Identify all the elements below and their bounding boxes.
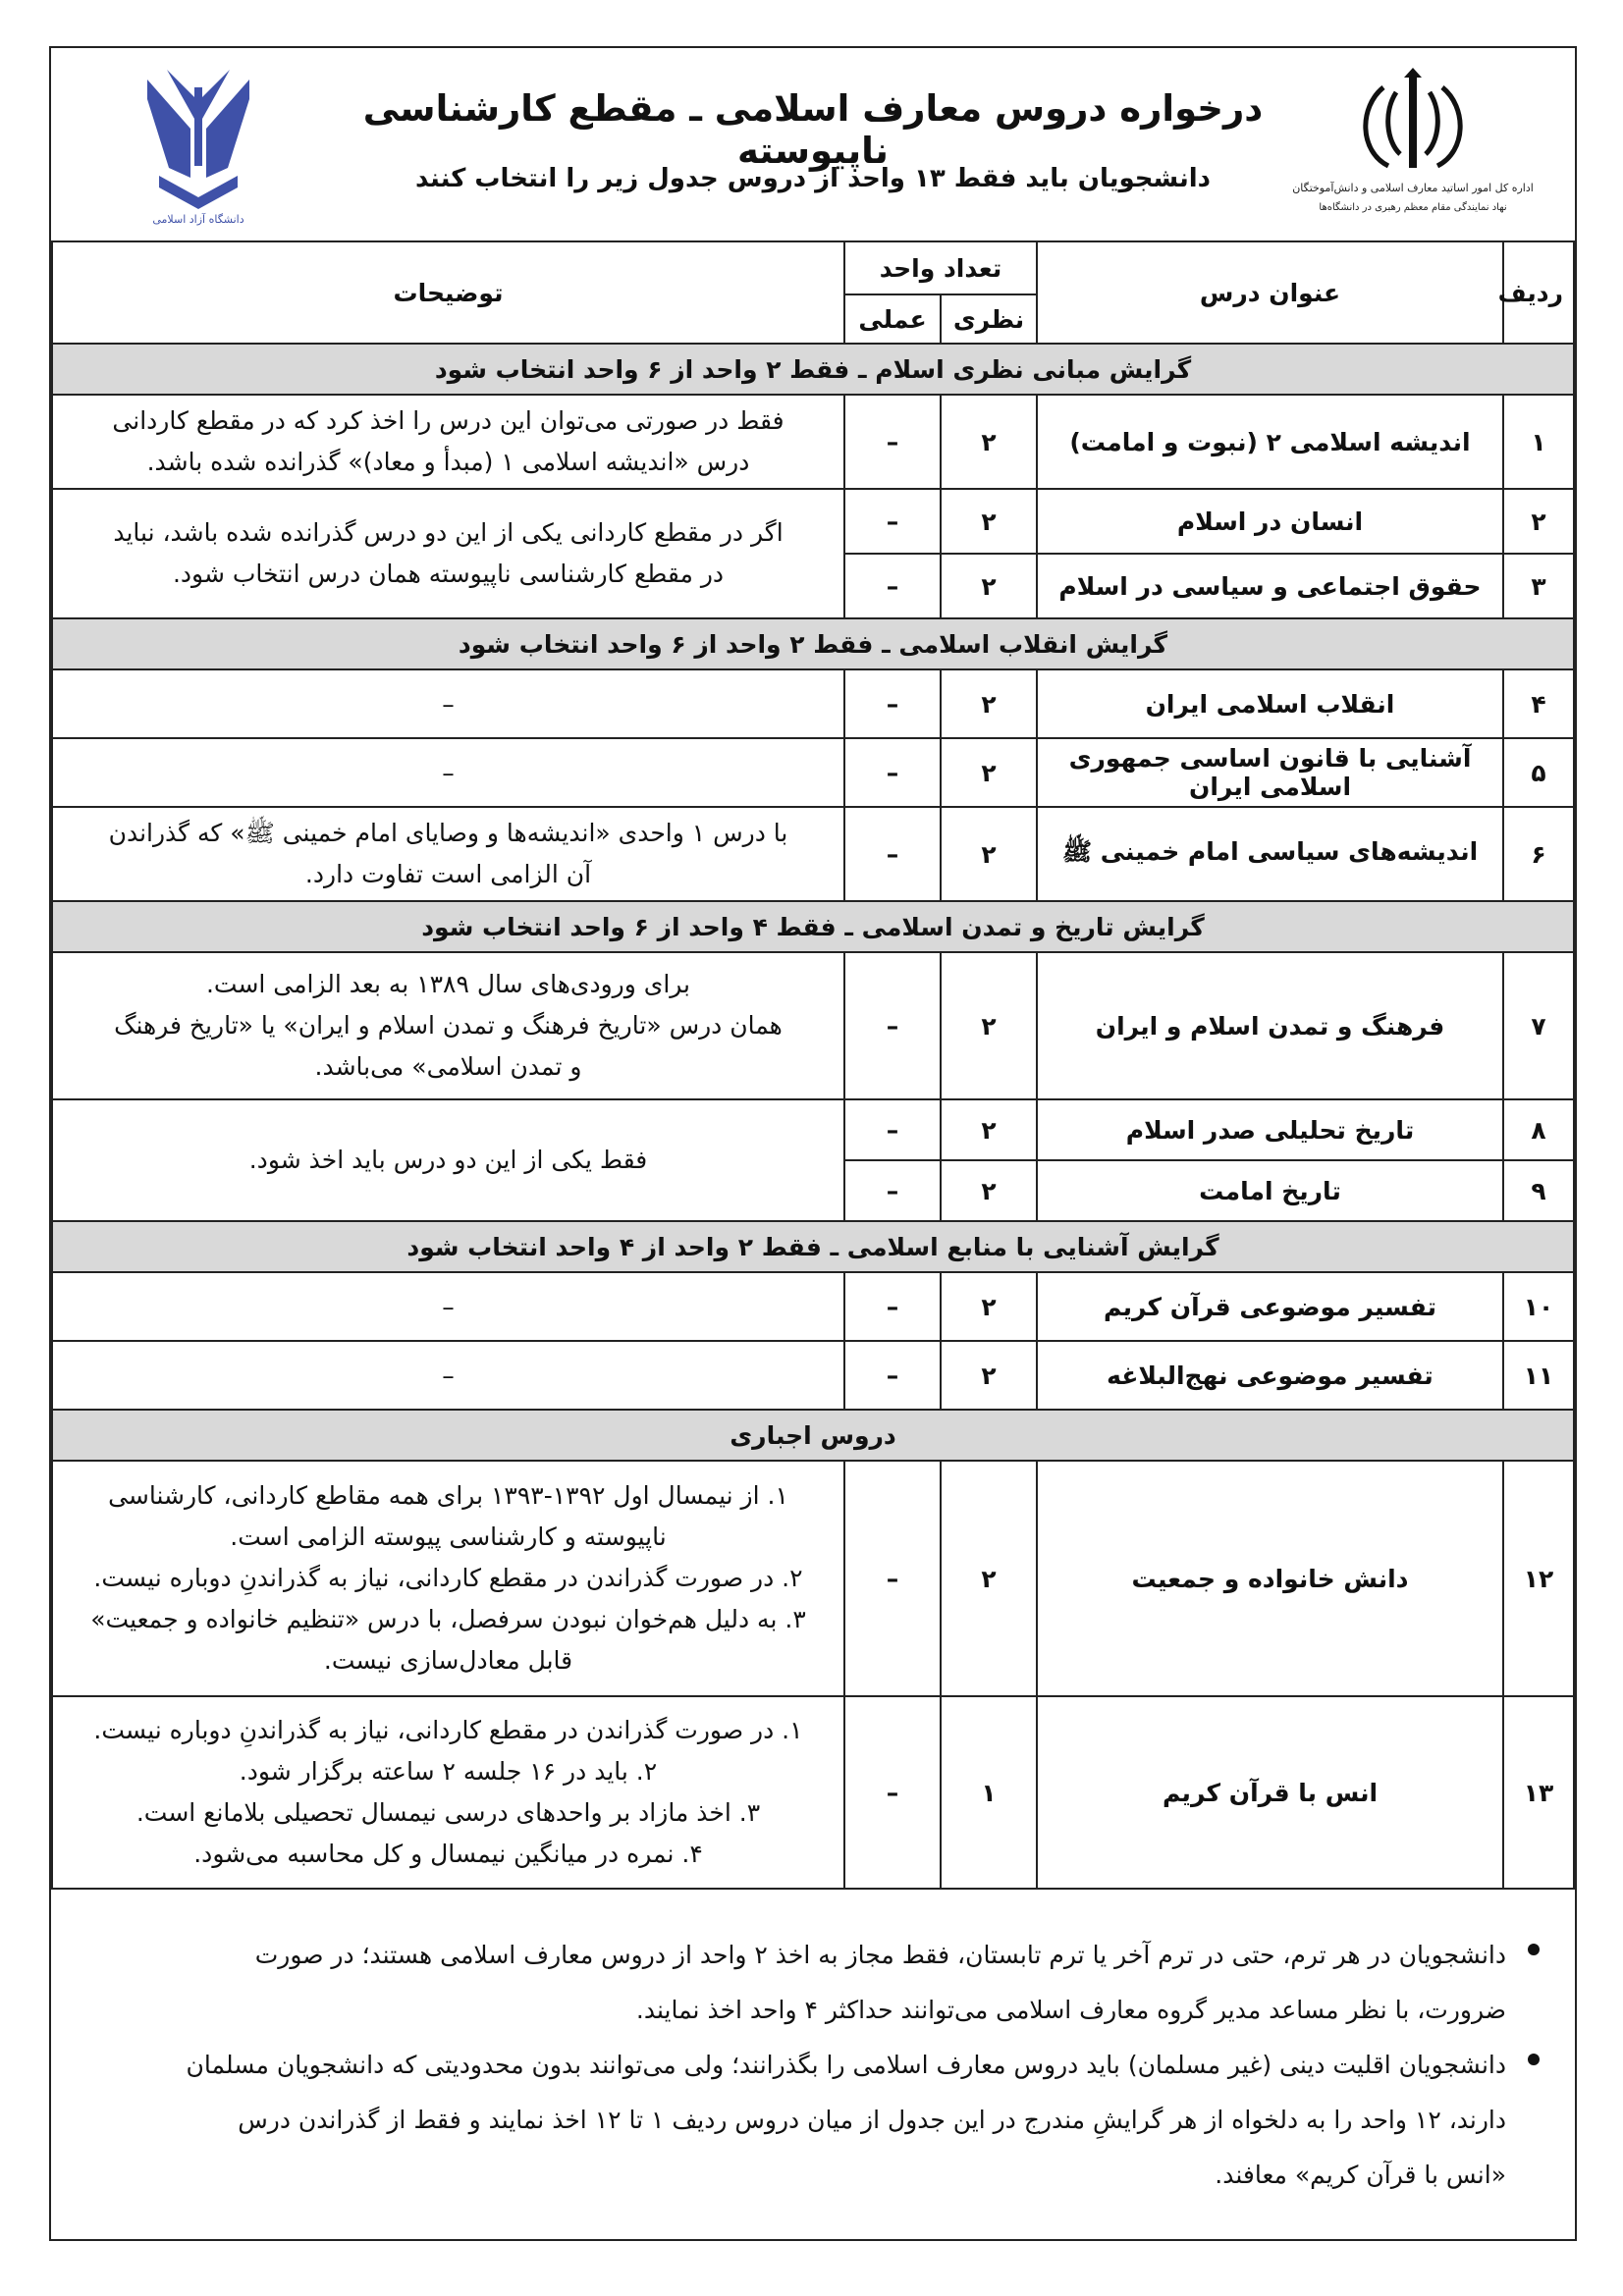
- course-notes: –: [52, 738, 844, 807]
- course-notes: –: [52, 669, 844, 738]
- bullet-icon: [1528, 1944, 1540, 1955]
- iran-emblem-logo: [1292, 68, 1534, 225]
- amali-units: –: [844, 395, 941, 489]
- nazari-units: ۱: [941, 1696, 1037, 1889]
- bullet-icon: [1528, 2054, 1540, 2065]
- table-row: [52, 1099, 1574, 1160]
- note-line: فقط یکی از این دو درس باید اخذ شود.: [248, 1146, 648, 1174]
- note-line: ۱. در صورت گذراندن در مقطع کاردانی، نیاز به گذراندنِ دوباره نیست.: [93, 1716, 803, 1744]
- row-number: ۹: [1503, 1160, 1574, 1221]
- amali-units: –: [844, 1272, 941, 1341]
- note-line: ۲. باید در ۱۶ جلسه ۲ ساعته برگزار شود.: [239, 1757, 658, 1786]
- amali-units: –: [844, 554, 941, 618]
- course-title: تفسیر موضوعی نهج‌البلاغه: [1037, 1341, 1503, 1410]
- note-line: با درس ۱ واحدی «اندیشه‌ها و وصایای امام خمینی ﷺ» که گذراندن: [108, 819, 788, 847]
- note-line: و تمدن اسلامی» می‌باشد.: [314, 1052, 582, 1081]
- note-line: ۳. اخذ مازاد بر واحدهای درسی نیمسال تحصیلی بلامانع است.: [135, 1798, 761, 1827]
- header-units: تعداد واحد: [844, 241, 1037, 294]
- note-line: در مقطع کارشناسی ناپیوسته همان درس انتخاب شود.: [172, 560, 725, 588]
- note-line: فقط در صورتی می‌توان این درس را اخذ کرد که در مقطع کاردانی: [112, 406, 784, 435]
- table-row: [52, 1461, 1574, 1696]
- course-notes: [52, 807, 844, 901]
- nazari-units: ۲: [941, 1099, 1037, 1160]
- table-row: [52, 489, 1574, 554]
- table-row: [52, 395, 1574, 489]
- header-nazari: نظری: [941, 294, 1037, 344]
- table-row: [52, 807, 1574, 901]
- nazari-units: ۲: [941, 395, 1037, 489]
- azad-university-logo: [139, 60, 257, 227]
- header-notes: توضیحات: [52, 241, 844, 344]
- course-title: حقوق اجتماعی و سیاسی در اسلام: [1037, 554, 1503, 618]
- table-row: [52, 1696, 1574, 1889]
- row-number: ۱۰: [1503, 1272, 1574, 1341]
- footer-note-line: «انس با قرآن کریم» معافند.: [1215, 2161, 1506, 2189]
- note-line: درس «اندیشه اسلامی ۱ (مبدأ و معاد)» گذرانده شده باشد.: [146, 448, 750, 476]
- table-row: [52, 1341, 1574, 1410]
- course-title: تاریخ تحلیلی صدر اسلام: [1037, 1099, 1503, 1160]
- group-title: گرایش تاریخ و تمدن اسلامی ـ فقط ۴ واحد از ۶ واحد انتخاب شود: [52, 901, 1574, 952]
- group-title: گرایش آشنایی با منابع اسلامی ـ فقط ۲ واحد از ۴ واحد انتخاب شود: [52, 1221, 1574, 1272]
- amali-units: –: [844, 669, 941, 738]
- course-title: اندیشه‌های سیاسی امام خمینی ﷺ: [1037, 807, 1503, 901]
- nazari-units: ۲: [941, 669, 1037, 738]
- note-line: قابل معادل‌سازی نیست.: [323, 1646, 573, 1675]
- note-line: ۴. نمره در میانگین نیمسال و کل محاسبه می‌شود.: [193, 1840, 703, 1868]
- document-frame: [49, 46, 1577, 2241]
- group-row: [52, 344, 1574, 395]
- amali-units: –: [844, 1696, 941, 1889]
- table-row: [52, 1272, 1574, 1341]
- table-row: [52, 738, 1574, 807]
- note-line: همان درس «تاریخ فرهنگ و تمدن اسلام و ایران» یا «تاریخ فرهنگ: [114, 1011, 783, 1040]
- nazari-units: ۲: [941, 554, 1037, 618]
- group-title: گرایش مبانی نظری اسلام ـ فقط ۲ واحد از ۶ واحد انتخاب شود: [52, 344, 1574, 395]
- nazari-units: ۲: [941, 807, 1037, 901]
- note-line: ۳. به دلیل هم‌خوان نبودن سرفصل، با درس «تنظیم خانواده و جمعیت»: [90, 1605, 806, 1633]
- row-number: ۷: [1503, 952, 1574, 1099]
- course-title: تفسیر موضوعی قرآن کریم: [1037, 1272, 1503, 1341]
- footer-note-line: دانشجویان در هر ترم، حتی در ترم آخر یا ترم تابستان، فقط مجاز به اخذ ۲ واحد از دروس معارف اسلامی هستند؛ در صورت: [254, 1941, 1506, 1969]
- amali-units: –: [844, 1341, 941, 1410]
- course-notes: [52, 395, 844, 489]
- course-notes: [52, 489, 844, 618]
- amali-units: –: [844, 738, 941, 807]
- amali-units: –: [844, 1099, 941, 1160]
- course-notes: [52, 952, 844, 1099]
- amali-units: –: [844, 1461, 941, 1696]
- amali-units: –: [844, 489, 941, 554]
- footer-note-line: دارند، ۱۲ واحد را به دلخواه از هر گرایشِ مندرج در این جدول از میان دروس ردیف ۱ تا ۱۲ اخذ نمایند و فقط از گذراندن درس: [238, 2106, 1506, 2134]
- footer-note-line: ضرورت، با نظر مساعد مدیر گروه معارف اسلامی می‌توانند حداکثر ۴ واحد اخذ نمایند.: [635, 1996, 1506, 2024]
- table-row: [52, 952, 1574, 1099]
- note-line: اگر در مقطع کاردانی یکی از این دو درس گذرانده شده باشد، نباید: [113, 518, 784, 547]
- nazari-units: ۲: [941, 1272, 1037, 1341]
- row-number: ۱۳: [1503, 1696, 1574, 1889]
- course-title: انقلاب اسلامی ایران: [1037, 669, 1503, 738]
- page-title: درخواره دروس معارف اسلامی ـ مقطع کارشناسی ناپیوسته: [362, 87, 1264, 172]
- note-line: آن الزامی است تفاوت دارد.: [304, 860, 592, 888]
- page-subtitle: دانشجویان باید فقط ۱۳ واحد از دروس جدول زیر را انتخاب کنند: [414, 164, 1212, 193]
- course-notes: [52, 1099, 844, 1221]
- emblem-caption-1: اداره کل امور اساتید معارف اسلامی و دانش‌آموختگان: [1292, 182, 1534, 194]
- row-number: ۱: [1503, 395, 1574, 489]
- course-notes: –: [52, 1272, 844, 1341]
- nazari-units: ۲: [941, 489, 1037, 554]
- header-course-title: عنوان درس: [1037, 241, 1503, 344]
- amali-units: –: [844, 952, 941, 1099]
- amali-units: –: [844, 807, 941, 901]
- note-line: برای ورودی‌های سال ۱۳۸۹ به بعد الزامی است.: [205, 970, 691, 998]
- nazari-units: ۲: [941, 738, 1037, 807]
- row-number: ۴: [1503, 669, 1574, 738]
- course-notes: [52, 1696, 844, 1889]
- footer-note: [90, 1928, 1545, 2038]
- note-line: ۱. از نیمسال اول ۱۳۹۲-۱۳۹۳ برای همه مقاطع کاردانی، کارشناسی: [108, 1481, 788, 1510]
- footer-note-line: دانشجویان اقلیت دینی (غیر مسلمان) باید دروس معارف اسلامی را بگذرانند؛ ولی می‌توانند بدون محدودیتی که دانشجویان مسلمان: [186, 2051, 1506, 2079]
- row-number: ۱۱: [1503, 1341, 1574, 1410]
- footer-note: [90, 2038, 1545, 2203]
- group-row: [52, 1221, 1574, 1272]
- group-title: دروس اجباری: [52, 1410, 1574, 1461]
- row-number: ۶: [1503, 807, 1574, 901]
- emblem-caption-2: نهاد نمایندگی مقام معظم رهبری در دانشگاه‌ها: [1319, 202, 1507, 213]
- header-radif: ردیف: [1503, 241, 1574, 344]
- footer-notes: [51, 1918, 1575, 2203]
- logo-caption: دانشگاه آزاد اسلامی: [152, 213, 244, 226]
- group-row: [52, 618, 1574, 669]
- course-title: دانش خانواده و جمعیت: [1037, 1461, 1503, 1696]
- course-title: اندیشه اسلامی ۲ (نبوت و امامت): [1037, 395, 1503, 489]
- group-row: [52, 901, 1574, 952]
- nazari-units: ۲: [941, 952, 1037, 1099]
- nazari-units: ۲: [941, 1461, 1037, 1696]
- course-title: انس با قرآن کریم: [1037, 1696, 1503, 1889]
- nazari-units: ۲: [941, 1160, 1037, 1221]
- courses-table: [51, 240, 1575, 1890]
- amali-units: –: [844, 1160, 941, 1221]
- nazari-units: ۲: [941, 1341, 1037, 1410]
- table-row: [52, 669, 1574, 738]
- group-row: [52, 1410, 1574, 1461]
- document-header: [51, 48, 1575, 242]
- header-amali: عملی: [844, 294, 941, 344]
- row-number: ۵: [1503, 738, 1574, 807]
- note-line: ناپیوسته و کارشناسی پیوسته الزامی است.: [230, 1522, 667, 1551]
- row-number: ۳: [1503, 554, 1574, 618]
- course-title: انسان در اسلام: [1037, 489, 1503, 554]
- row-number: ۱۲: [1503, 1461, 1574, 1696]
- group-title: گرایش انقلاب اسلامی ـ فقط ۲ واحد از ۶ واحد انتخاب شود: [52, 618, 1574, 669]
- row-number: ۸: [1503, 1099, 1574, 1160]
- row-number: ۲: [1503, 489, 1574, 554]
- course-title: آشنایی با قانون اساسی جمهوری اسلامی ایران: [1037, 738, 1503, 807]
- table-header-row: [52, 241, 1574, 294]
- course-title: فرهنگ و تمدن اسلام و ایران: [1037, 952, 1503, 1099]
- course-title: تاریخ امامت: [1037, 1160, 1503, 1221]
- note-line: ۲. در صورت گذراندن در مقطع کاردانی، نیاز به گذراندنِ دوباره نیست.: [93, 1564, 803, 1592]
- course-notes: [52, 1461, 844, 1696]
- course-notes: –: [52, 1341, 844, 1410]
